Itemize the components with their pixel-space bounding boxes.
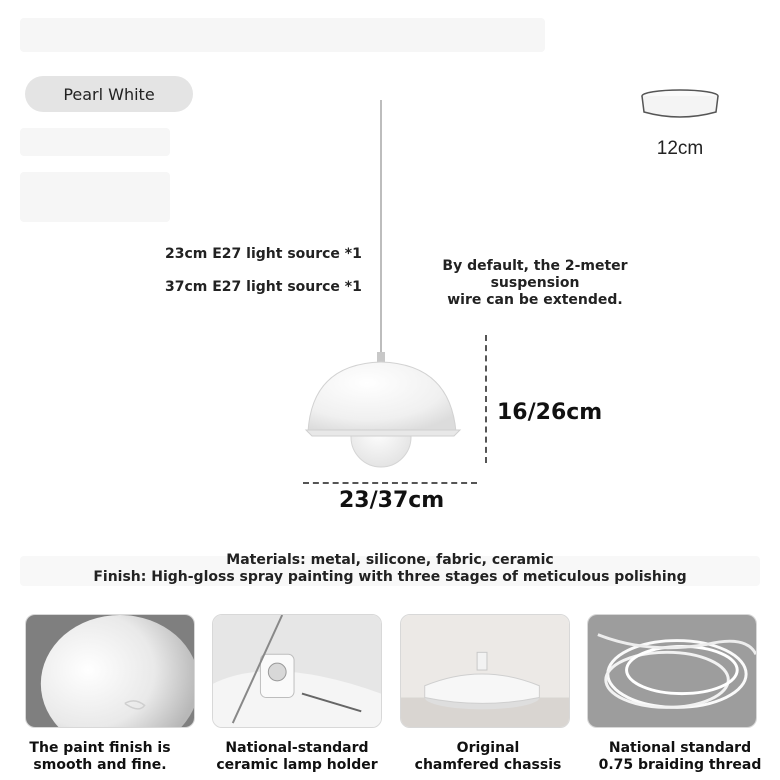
- chassis-thumbnail: [400, 614, 570, 728]
- pendant-lamp-illustration: [300, 350, 465, 470]
- ceiling-canopy-illustration: [640, 88, 720, 122]
- braiding-thread-thumbnail: [587, 614, 757, 728]
- faint-header-bar: [20, 18, 545, 52]
- lamp-holder-thumbnail: [212, 614, 382, 728]
- faint-side-bar: [20, 172, 170, 222]
- height-dimension-line: [485, 335, 487, 463]
- braiding-thread-caption: [585, 740, 775, 774]
- caption-line: National standard: [608, 740, 752, 756]
- caption-line: The paint finish is: [29, 740, 171, 756]
- suspension-note-line-1: By default, the 2-meter suspension: [442, 258, 628, 291]
- materials-line: Materials: metal, silicone, fabric, ceramic: [226, 552, 554, 568]
- light-source-line-1: 23cm E27 light source *1: [165, 246, 362, 262]
- canopy-diameter-label: 12cm: [656, 138, 704, 159]
- light-source-line-2: 37cm E27 light source *1: [165, 279, 362, 295]
- chassis-caption: [393, 740, 583, 774]
- height-dimension-label: 16/26cm: [497, 400, 603, 425]
- caption-line: chamfered chassis: [414, 757, 562, 773]
- suspension-note-line-2: wire can be extended.: [447, 292, 623, 308]
- caption-line: smooth and fine.: [33, 757, 167, 773]
- suspension-note: [400, 258, 670, 309]
- width-dimension-line: [303, 482, 477, 484]
- paint-finish-thumbnail: [25, 614, 195, 728]
- paint-finish-caption: [5, 740, 195, 774]
- caption-line: National-standard: [225, 740, 369, 756]
- lamp-holder-caption: [202, 740, 392, 774]
- materials-description: [0, 552, 780, 586]
- faint-side-bar: [20, 128, 170, 156]
- caption-line: ceramic lamp holder: [216, 757, 378, 773]
- caption-line: 0.75 braiding thread: [598, 757, 762, 773]
- finish-line: Finish: High-gloss spray painting with three stages of meticulous polishing: [93, 569, 687, 585]
- color-option-tag[interactable]: Pearl White: [25, 76, 193, 112]
- caption-line: Original: [456, 740, 520, 756]
- suspension-wire: [380, 100, 382, 356]
- width-dimension-label: 23/37cm: [339, 488, 445, 513]
